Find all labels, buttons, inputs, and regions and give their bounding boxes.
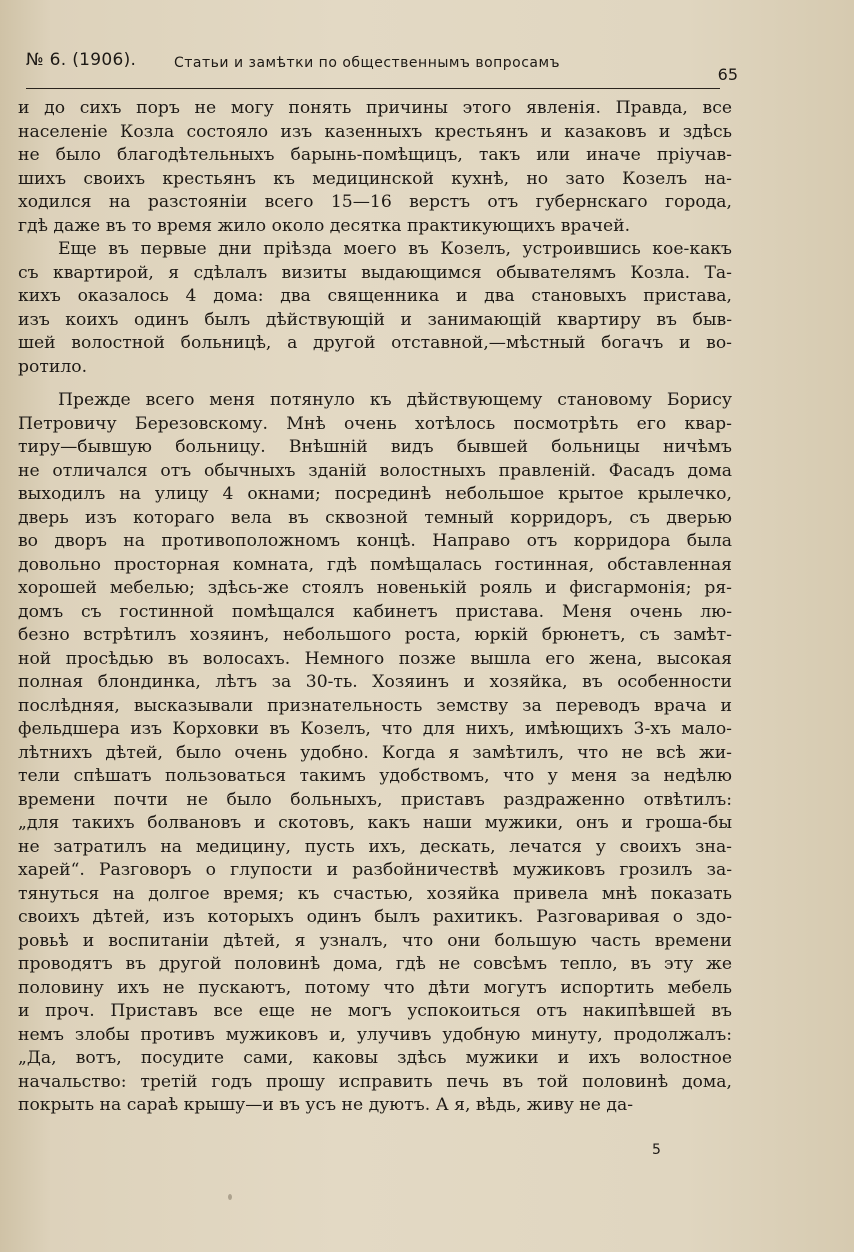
text-line: своихъ дѣтей, изъ которыхъ одинъ былъ рахитикъ. Разговаривая о здо-	[18, 907, 732, 927]
text-line: ротило.	[18, 356, 88, 377]
text-line: не отличался отъ обычныхъ зданій волостныхъ правленій. Фасадъ дома	[18, 460, 732, 481]
text-line: и до сихъ поръ не могу понять причины этого явленія. Правда, все	[18, 98, 732, 118]
header-divider	[26, 88, 720, 89]
text-line: „Да, вотъ, посудите сами, каковы здѣсь мужики и ихъ волостное	[18, 1048, 732, 1068]
text-line: проводятъ въ другой половинѣ дома, гдѣ не совсѣмъ тепло, въ эту же	[18, 954, 732, 974]
text-line: тели спѣшатъ пользоваться такимъ удобствомъ, что у меня за недѣлю	[18, 766, 732, 786]
text-line: шей волостной больницѣ, а другой отставной,—мѣстный богачъ и во-	[18, 333, 732, 353]
text-line: домъ съ гостинной помѣщался кабинетъ пристава. Меня очень лю-	[18, 601, 732, 622]
text-line: Петровичу Березовскому. Мнѣ очень хотѣлось посмотрѣть его квар-	[18, 413, 732, 434]
text-line: выходилъ на улицу 4 окнами; посрединѣ небольшое крытое крылечко,	[18, 484, 732, 504]
text-line: изъ коихъ одинъ былъ дѣйствующій и занимающій квартиру въ быв-	[18, 309, 732, 330]
body-text	[18, 97, 732, 1118]
text-line: хорошей мебелью; здѣсь-же стоялъ новенькій рояль и фисгармонія; ря-	[18, 578, 732, 598]
text-line: ровьѣ и воспитаніи дѣтей, я узналъ, что они большую часть времени	[18, 930, 732, 951]
text-line: послѣдняя, высказывали признательность земству за переводъ врача и	[18, 695, 732, 716]
paper-speck	[228, 1194, 232, 1200]
text-line: тиру—бывшую больницу. Внѣшній видъ бывшей больницы ничѣмъ	[18, 437, 732, 457]
text-line: не было благодѣтельныхъ барынь-помѣщицъ, такъ или иначе пріучав-	[18, 145, 732, 165]
text-line: лѣтнихъ дѣтей, было очень удобно. Когда я замѣтилъ, что не всѣ жи-	[18, 742, 732, 763]
text-line: и проч. Приставъ все еще не могъ успокоиться отъ накипѣвшей въ	[18, 1001, 732, 1021]
text-line: половину ихъ не пускаютъ, потому что дѣти могутъ испортить мебель	[18, 977, 732, 998]
text-line: „для такихъ болвановъ и скотовъ, какъ наши мужики, онъ и гроша-бы	[18, 813, 732, 833]
text-line: во дворъ на противоположномъ концѣ. Направо отъ корридора была	[18, 531, 732, 551]
text-line: тянуться на долгое время; къ счастью, хозяйка привела мнѣ показать	[18, 883, 732, 904]
page-number: 65	[717, 65, 738, 84]
running-header	[26, 50, 738, 90]
text-line: населеніе Козла состояло изъ казенныхъ крестьянъ и казаковъ и здѣсь	[18, 121, 732, 142]
text-line: шихъ своихъ крестьянъ къ медицинской кухнѣ, но зато Козелъ на-	[18, 168, 732, 189]
text-line: начальство: третій годъ прошу исправить печь въ той половинѣ дома,	[18, 1071, 732, 1092]
text-line: фельдшера изъ Корховки въ Козелъ, что для нихъ, имѣющихъ 3-хъ мало-	[18, 719, 732, 739]
text-line: ной просѣдью въ волосахъ. Немного позже вышла его жена, высокая	[18, 648, 732, 669]
text-line: немъ злобы противъ мужиковъ и, улучивъ удобную минуту, продолжалъ:	[18, 1024, 732, 1045]
signature-mark: 5	[652, 1142, 661, 1158]
text-line: полная блондинка, лѣтъ за 30-ть. Хозяинъ и хозяйка, въ особенности	[18, 672, 732, 692]
text-line: харей“. Разговоръ о глупости и разбойничествѣ мужиковъ грозилъ за-	[18, 860, 732, 880]
issue-number: № 6. (1906).	[26, 50, 137, 70]
section-title: Статьи и замѣтки по общественнымъ вопросамъ	[174, 55, 560, 71]
text-line: безно встрѣтилъ хозяинъ, небольшого роста, юркій брюнетъ, съ замѣт-	[18, 625, 732, 645]
text-line: Еще въ первые дни пріѣзда моего въ Козелъ, устроившись кое-какъ	[58, 239, 732, 259]
text-line: ходился на разстояніи всего 15—16 верстъ отъ губернскаго города,	[18, 192, 732, 212]
paragraph-gap	[18, 379, 732, 389]
text-line: покрыть на сараѣ крышу—и въ усъ не дуютъ. А я, вѣдь, живу не да-	[18, 1095, 634, 1115]
text-line: дверь изъ котораго вела въ сквозной темный корридоръ, съ дверью	[18, 507, 732, 528]
text-line: довольно просторная комната, гдѣ помѣщалась гостинная, обставленная	[18, 554, 732, 575]
text-line: съ квартирой, я сдѣлалъ визиты выдающимся обывателямъ Козла. Та-	[18, 262, 732, 283]
text-line: Прежде всего меня потянуло къ дѣйствующему становому Борису	[58, 390, 732, 410]
text-line: времени почти не было больныхъ, приставъ раздраженно отвѣтилъ:	[18, 789, 732, 810]
text-line: гдѣ даже въ то время жило около десятка практикующихъ врачей.	[18, 215, 631, 236]
text-line: кихъ оказалось 4 дома: два священника и два становыхъ пристава,	[18, 286, 732, 306]
text-line: не затратилъ на медицину, пусть ихъ, дескать, лечатся у своихъ зна-	[18, 836, 732, 857]
